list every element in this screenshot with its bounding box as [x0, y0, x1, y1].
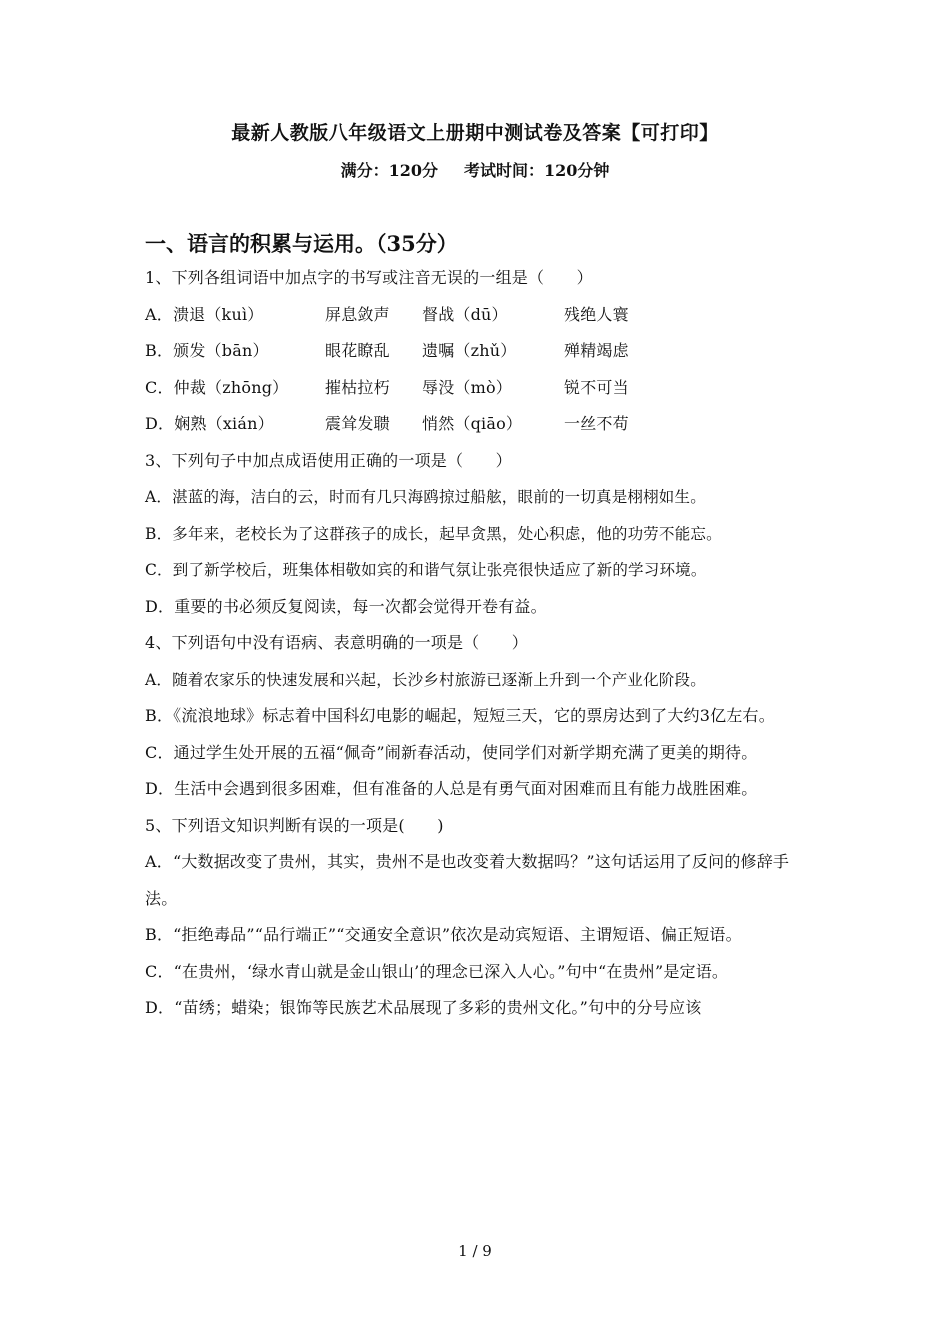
- question-4-stem: 4、下列语句中没有语病、表意明确的一项是（ ）: [145, 633, 528, 652]
- question-3-option-d: D．重要的书必须反复阅读，每一次都会觉得开卷有益。: [145, 596, 547, 616]
- question-1-option-d: D．娴熟（xián） 震耸发聩 悄然（qiāo） 一丝不苟: [145, 414, 629, 433]
- question-1-stem: 1、下列各组词语中加点字的书写或注音无误的一组是（ ）: [145, 268, 593, 287]
- full-score: 满分：120分: [340, 161, 438, 180]
- question-5-stem: 5、下列语文知识判断有误的一项是( ): [145, 815, 444, 835]
- question-5-option-a: A．“大数据改变了贵州，其实，贵州不是也改变着大数据吗？”这句话运用了反问的修辞手法。: [145, 852, 790, 908]
- page-number: 1 / 9: [458, 1242, 492, 1260]
- question-1-option-c: C．仲裁（zhōng） 摧枯拉朽 辱没（mò） 锐不可当: [145, 377, 629, 397]
- question-4-option-d: D．生活中会遇到很多困难，但有准备的人总是有勇气面对困难而且有能力战胜困难。: [145, 779, 758, 798]
- question-3-option-a: A．湛蓝的海，洁白的云，时而有几只海鸥掠过船舷，眼前的一切真是栩栩如生。: [145, 488, 706, 506]
- exam-info: [0, 158, 950, 181]
- question-4-option-b: B．《流浪地球》标志着中国科幻电影的崛起，短短三天，它的票房达到了大约3亿左右。: [145, 706, 775, 725]
- question-4-option-a: A．随着农家乐的快速发展和兴起，长沙乡村旅游已逐渐上升到一个产业化阶段。: [145, 670, 706, 689]
- question-5-option-b: B．“拒绝毒品”“品行端正”“交通安全意识”依次是动宾短语、主谓短语、偏正短语。: [145, 925, 742, 944]
- question-3-stem: 3、下列句子中加点成语使用正确的一项是（ ）: [145, 450, 512, 470]
- exam-time: 考试时间：120分钟: [464, 161, 610, 180]
- question-1-option-b: B．颁发（bān） 眼花瞭乱 遗嘱（zhǔ） 殚精竭虑: [145, 341, 629, 360]
- page-title: 最新人教版八年级语文上册期中测试卷及答案【可打印】: [231, 122, 719, 144]
- question-5-option-c: C．“在贵州，‘绿水青山就是金山银山’的理念已深入人心。”句中“在贵州”是定语。: [145, 961, 729, 981]
- question-3-option-b: B．多年来，老校长为了这群孩子的成长，起早贪黑，处心积虑，他的功劳不能忘。: [145, 524, 722, 543]
- question-4-option-c: C．通过学生处开展的五福“佩奇”闹新春活动，使同学们对新学期充满了更美的期待。: [145, 742, 758, 762]
- question-list: [145, 260, 810, 1027]
- question-1-option-a: A．溃退（kuì） 屏息敛声 督战（dū） 残绝人寰: [145, 304, 629, 324]
- section-heading: 一、语言的积累与运用。（35分）: [145, 231, 458, 256]
- question-5-option-d: D．“苗绣；蜡染；银饰等民族艺术品展现了多彩的贵州文化。”句中的分号应该: [145, 998, 702, 1017]
- question-3-option-c: C．到了新学校后，班集体相敬如宾的和谐气氛让张亮很快适应了新的学习环境。: [145, 561, 707, 579]
